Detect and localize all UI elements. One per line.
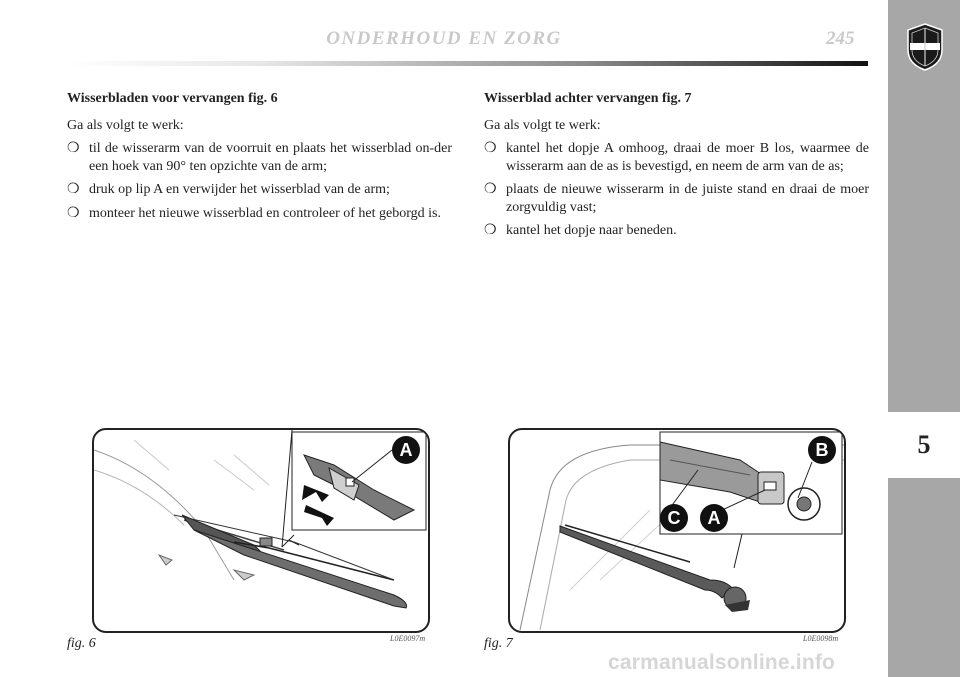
instruction-list bbox=[67, 140, 452, 222]
section-heading: Wisserbladen voor vervangen fig. 6 bbox=[67, 91, 278, 106]
intro-text: Ga als volgt te werk: bbox=[67, 117, 184, 133]
chapter-number: 5 bbox=[917, 430, 931, 459]
chapter-tab[interactable] bbox=[888, 412, 960, 478]
side-tab bbox=[888, 0, 960, 677]
bullet-icon: ❍ bbox=[67, 141, 80, 156]
figure-code: L0E0098m bbox=[803, 634, 839, 643]
list-item: ❍ druk op lip A en verwijder het wisserblad van de arm; bbox=[67, 182, 390, 197]
figure-caption: fig. 6 bbox=[67, 636, 96, 651]
rear-wiper-drawing bbox=[510, 430, 844, 631]
page-title: ONDERHOUD EN ZORG bbox=[326, 28, 562, 49]
watermark-link[interactable]: carmanualsonline.info bbox=[608, 651, 836, 674]
figure-code: L0E0097m bbox=[390, 634, 426, 643]
bullet-icon: ❍ bbox=[67, 205, 80, 221]
bullet-icon: ❍ bbox=[484, 182, 497, 197]
figure-6-illustration bbox=[92, 428, 430, 633]
bullet-icon: ❍ bbox=[484, 141, 497, 156]
figure-7-illustration bbox=[508, 428, 846, 633]
intro-text: Ga als volgt te werk: bbox=[484, 117, 601, 133]
figure-label: A bbox=[399, 440, 413, 460]
lancia-logo-icon bbox=[905, 22, 945, 72]
left-column bbox=[67, 90, 452, 228]
figure-label: C bbox=[667, 508, 681, 528]
header-rule bbox=[65, 61, 868, 66]
list-item: ❍ plaats de nieuwe wisserarm in de juiste stand en draai de moer zorgvuldig vast; bbox=[484, 182, 869, 215]
figure-label: A bbox=[707, 508, 721, 528]
instruction-list bbox=[484, 140, 869, 240]
figure-caption: fig. 7 bbox=[484, 636, 513, 651]
windshield-wiper-drawing bbox=[94, 430, 428, 631]
right-column bbox=[484, 90, 869, 246]
list-item: ❍ kantel het dopje A omhoog, draai de moer B los, waarmee de wisserarm aan de as is bevestigd, en neem de arm van de as; bbox=[484, 141, 869, 174]
figure-label: B bbox=[815, 440, 829, 460]
section-heading: Wisserblad achter vervangen fig. 7 bbox=[484, 91, 692, 106]
list-item: ❍ monteer het nieuwe wisserblad en controleer of het geborgd is. bbox=[67, 205, 441, 221]
bullet-icon: ❍ bbox=[484, 223, 497, 238]
page-number: 245 bbox=[826, 28, 855, 49]
list-item: ❍ til de wisserarm van de voorruit en plaats het wisserblad on-der een hoek van 90° ten opzichte van de arm; bbox=[67, 141, 452, 174]
list-item: ❍ kantel het dopje naar beneden. bbox=[484, 223, 677, 238]
bullet-icon: ❍ bbox=[67, 182, 80, 197]
